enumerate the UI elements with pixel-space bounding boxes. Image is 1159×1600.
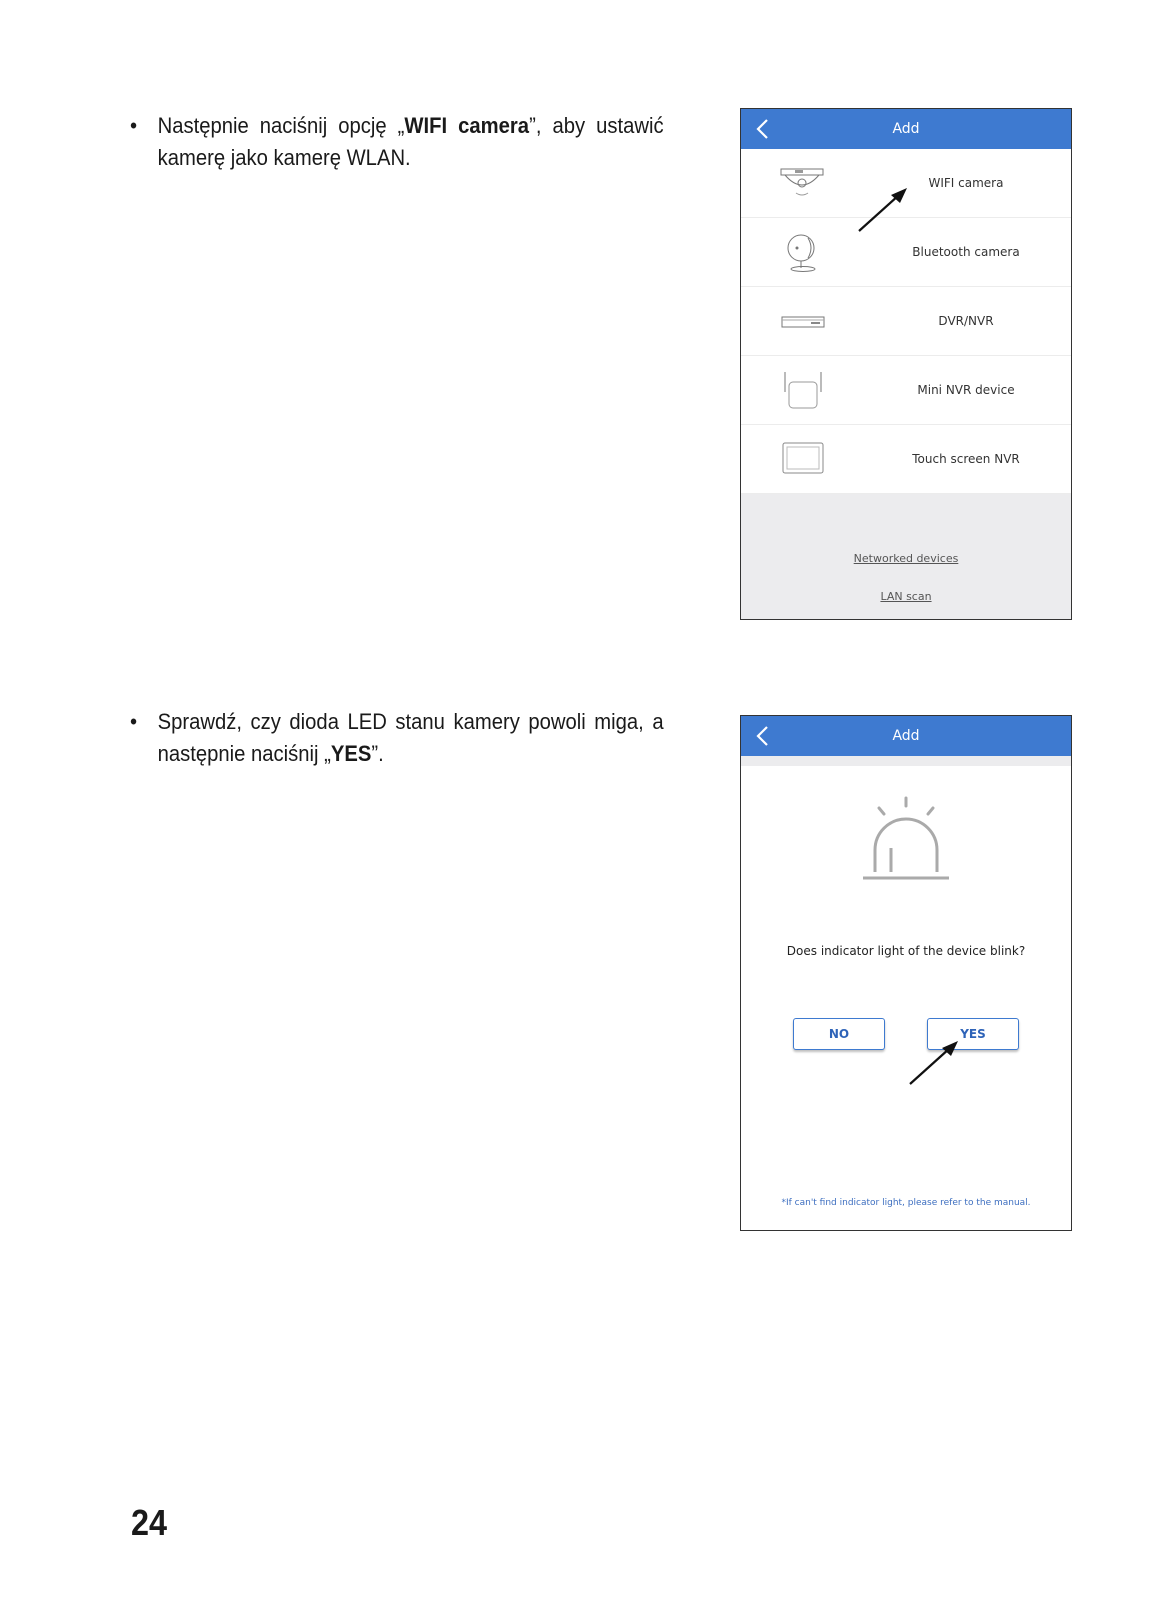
dvr-box-icon — [777, 299, 827, 343]
title-bar — [741, 109, 1071, 149]
networked-devices-link[interactable]: Networked devices — [853, 552, 959, 565]
lan-scan-link[interactable]: LAN scan — [880, 590, 932, 603]
screen-title: Add — [892, 121, 920, 137]
dome-camera-icon — [777, 161, 827, 205]
device-label: Touch screen NVR — [912, 452, 1020, 466]
device-type-dvr-nvr[interactable] — [741, 287, 1071, 356]
step-2-emphasis: YES — [330, 741, 372, 766]
header-separator — [741, 756, 1071, 766]
step-1-emphasis: WIFI camera — [404, 113, 530, 138]
blink-check-screen — [740, 715, 1072, 1231]
blinking-light-icon — [859, 794, 953, 888]
step-2-text: Sprawdź, czy dioda LED stanu kamery powoli miga, a następnie naciśnij „YES”. — [157, 709, 664, 766]
router-antenna-icon — [777, 368, 827, 412]
device-label: WIFI camera — [928, 176, 1004, 190]
device-type-mini-nvr[interactable] — [741, 356, 1071, 425]
title-bar — [741, 716, 1071, 756]
device-type-touch-screen-nvr[interactable] — [741, 425, 1071, 494]
blink-question: Does indicator light of the device blink? — [786, 944, 1026, 958]
device-type-bluetooth-camera[interactable] — [741, 218, 1071, 287]
step-2-instruction — [130, 706, 664, 770]
device-label: Mini NVR device — [917, 383, 1015, 397]
screen-body — [741, 756, 1071, 1230]
device-type-wifi-camera[interactable] — [741, 149, 1071, 218]
bottom-links-area — [741, 494, 1071, 620]
yes-button[interactable]: YES — [927, 1018, 1019, 1050]
bullet: • — [130, 709, 138, 734]
device-label: DVR/NVR — [938, 314, 994, 328]
step-1-instruction — [130, 110, 664, 174]
manual-note: *If can't find indicator light, please refer to the manual. — [781, 1198, 1031, 1208]
add-device-screen — [740, 108, 1072, 620]
device-label: Bluetooth camera — [912, 245, 1020, 259]
step-1-text: Następnie naciśnij opcję „WIFI camera”, aby ustawić kamerę jako kamerę WLAN. — [157, 113, 664, 170]
no-button[interactable]: NO — [793, 1018, 885, 1050]
bullet: • — [130, 113, 138, 138]
page-number: 24 — [131, 1502, 168, 1543]
bluetooth-camera-icon — [777, 230, 827, 274]
screen-title: Add — [892, 728, 920, 744]
monitor-icon — [777, 437, 827, 481]
